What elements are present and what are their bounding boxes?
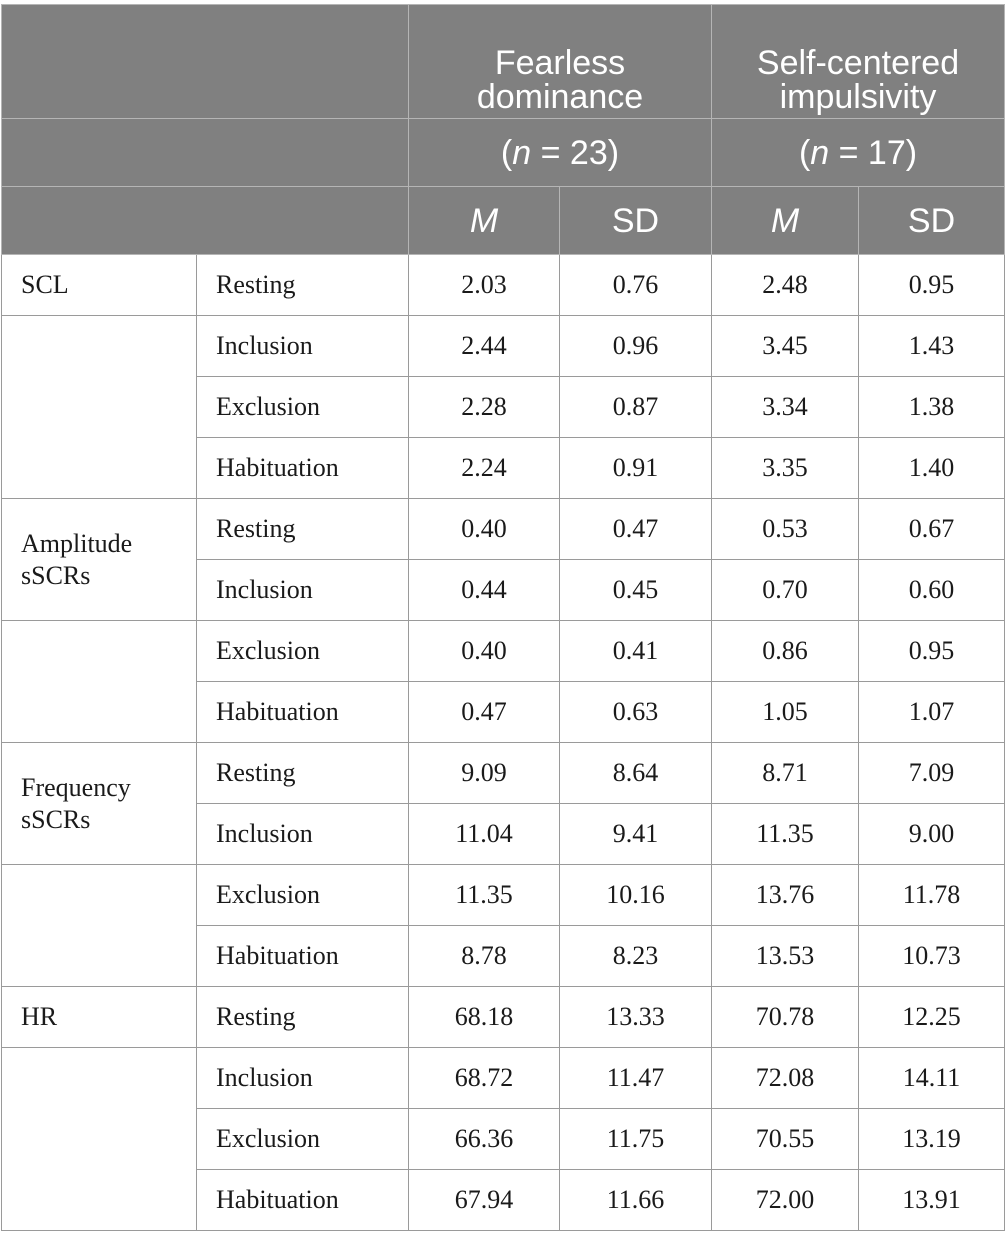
condition-label: Resting <box>197 743 409 804</box>
value-cell: 9.00 <box>859 804 1005 865</box>
group-label-empty <box>2 865 197 987</box>
value-cell: 13.76 <box>712 865 859 926</box>
value-cell: 0.44 <box>409 560 560 621</box>
value-cell: 2.03 <box>409 255 560 316</box>
value-cell: 0.47 <box>409 682 560 743</box>
value-cell: 13.53 <box>712 926 859 987</box>
table-row <box>2 255 1005 316</box>
value-cell: 3.45 <box>712 316 859 377</box>
condition-label: Exclusion <box>197 377 409 438</box>
value-cell: 68.18 <box>409 987 560 1048</box>
value-cell: 0.70 <box>712 560 859 621</box>
value-cell: 12.25 <box>859 987 1005 1048</box>
value-cell: 0.87 <box>560 377 712 438</box>
group-label-hr: HR <box>2 987 197 1048</box>
condition-label: Habituation <box>197 926 409 987</box>
value-cell: 0.95 <box>859 255 1005 316</box>
condition-label: Inclusion <box>197 316 409 377</box>
value-cell: 1.43 <box>859 316 1005 377</box>
header-fearless-dominance <box>409 5 712 119</box>
value-cell: 13.91 <box>859 1170 1005 1231</box>
value-cell: 8.71 <box>712 743 859 804</box>
value-cell: 0.53 <box>712 499 859 560</box>
self-centered-title-line2: impulsivity <box>779 78 937 116</box>
fearless-title-line2: dominance <box>476 78 644 116</box>
value-cell: 67.94 <box>409 1170 560 1231</box>
fearless-n: (n = 23) <box>409 119 712 187</box>
value-cell: 72.08 <box>712 1048 859 1109</box>
self-centered-n: (n = 17) <box>712 119 1005 187</box>
results-table <box>1 4 1005 1231</box>
value-cell: 11.04 <box>409 804 560 865</box>
value-cell: 0.96 <box>560 316 712 377</box>
value-cell: 2.24 <box>409 438 560 499</box>
condition-label: Exclusion <box>197 621 409 682</box>
header-row-groups <box>2 5 1005 119</box>
value-cell: 70.55 <box>712 1109 859 1170</box>
value-cell: 0.95 <box>859 621 1005 682</box>
condition-label: Habituation <box>197 1170 409 1231</box>
value-cell: 13.19 <box>859 1109 1005 1170</box>
value-cell: 1.40 <box>859 438 1005 499</box>
value-cell: 11.47 <box>560 1048 712 1109</box>
stat-header-m-2: M <box>712 187 859 255</box>
condition-label: Inclusion <box>197 1048 409 1109</box>
condition-label: Habituation <box>197 438 409 499</box>
value-cell: 14.11 <box>859 1048 1005 1109</box>
group-label-amplitude-sscrs: Amplitude sSCRs <box>2 499 197 621</box>
value-cell: 2.48 <box>712 255 859 316</box>
condition-label: Resting <box>197 255 409 316</box>
condition-label: Resting <box>197 987 409 1048</box>
condition-label: Exclusion <box>197 865 409 926</box>
value-cell: 13.33 <box>560 987 712 1048</box>
table-row <box>2 987 1005 1048</box>
value-cell: 8.78 <box>409 926 560 987</box>
value-cell: 8.64 <box>560 743 712 804</box>
condition-label: Resting <box>197 499 409 560</box>
header-empty-cell <box>2 5 409 119</box>
stat-header-sd-1: SD <box>560 187 712 255</box>
value-cell: 2.28 <box>409 377 560 438</box>
condition-label: Inclusion <box>197 804 409 865</box>
table-row <box>2 743 1005 804</box>
header-row-stats <box>2 187 1005 255</box>
table-row <box>2 316 1005 377</box>
self-centered-title-line1: Self-centered <box>756 44 960 82</box>
value-cell: 66.36 <box>409 1109 560 1170</box>
value-cell: 10.16 <box>560 865 712 926</box>
value-cell: 11.35 <box>712 804 859 865</box>
value-cell: 0.86 <box>712 621 859 682</box>
header-self-centered-impulsivity <box>712 5 1005 119</box>
value-cell: 11.75 <box>560 1109 712 1170</box>
group-label-empty <box>2 621 197 743</box>
group-label-scl: SCL <box>2 255 197 316</box>
table-row <box>2 621 1005 682</box>
condition-label: Inclusion <box>197 560 409 621</box>
group-label-empty <box>2 316 197 499</box>
table-row <box>2 499 1005 560</box>
value-cell: 10.73 <box>859 926 1005 987</box>
value-cell: 0.63 <box>560 682 712 743</box>
condition-label: Exclusion <box>197 1109 409 1170</box>
value-cell: 72.00 <box>712 1170 859 1231</box>
table-row <box>2 1048 1005 1109</box>
table-row <box>2 865 1005 926</box>
value-cell: 0.40 <box>409 499 560 560</box>
value-cell: 0.45 <box>560 560 712 621</box>
group-label-empty <box>2 1048 197 1231</box>
value-cell: 1.07 <box>859 682 1005 743</box>
value-cell: 11.66 <box>560 1170 712 1231</box>
value-cell: 8.23 <box>560 926 712 987</box>
group-label-frequency-sscrs: Frequency sSCRs <box>2 743 197 865</box>
value-cell: 0.40 <box>409 621 560 682</box>
value-cell: 7.09 <box>859 743 1005 804</box>
value-cell: 2.44 <box>409 316 560 377</box>
stat-header-sd-2: SD <box>859 187 1005 255</box>
value-cell: 1.38 <box>859 377 1005 438</box>
value-cell: 9.41 <box>560 804 712 865</box>
fearless-title-line1: Fearless <box>494 44 626 82</box>
header-empty-cell <box>2 119 409 187</box>
value-cell: 1.05 <box>712 682 859 743</box>
value-cell: 9.09 <box>409 743 560 804</box>
header-row-n <box>2 119 1005 187</box>
value-cell: 3.34 <box>712 377 859 438</box>
value-cell: 11.78 <box>859 865 1005 926</box>
value-cell: 0.67 <box>859 499 1005 560</box>
stat-header-m-1: M <box>409 187 560 255</box>
value-cell: 70.78 <box>712 987 859 1048</box>
value-cell: 0.76 <box>560 255 712 316</box>
value-cell: 68.72 <box>409 1048 560 1109</box>
header-empty-cell <box>2 187 409 255</box>
value-cell: 0.60 <box>859 560 1005 621</box>
value-cell: 0.47 <box>560 499 712 560</box>
value-cell: 3.35 <box>712 438 859 499</box>
value-cell: 0.41 <box>560 621 712 682</box>
value-cell: 11.35 <box>409 865 560 926</box>
value-cell: 0.91 <box>560 438 712 499</box>
condition-label: Habituation <box>197 682 409 743</box>
